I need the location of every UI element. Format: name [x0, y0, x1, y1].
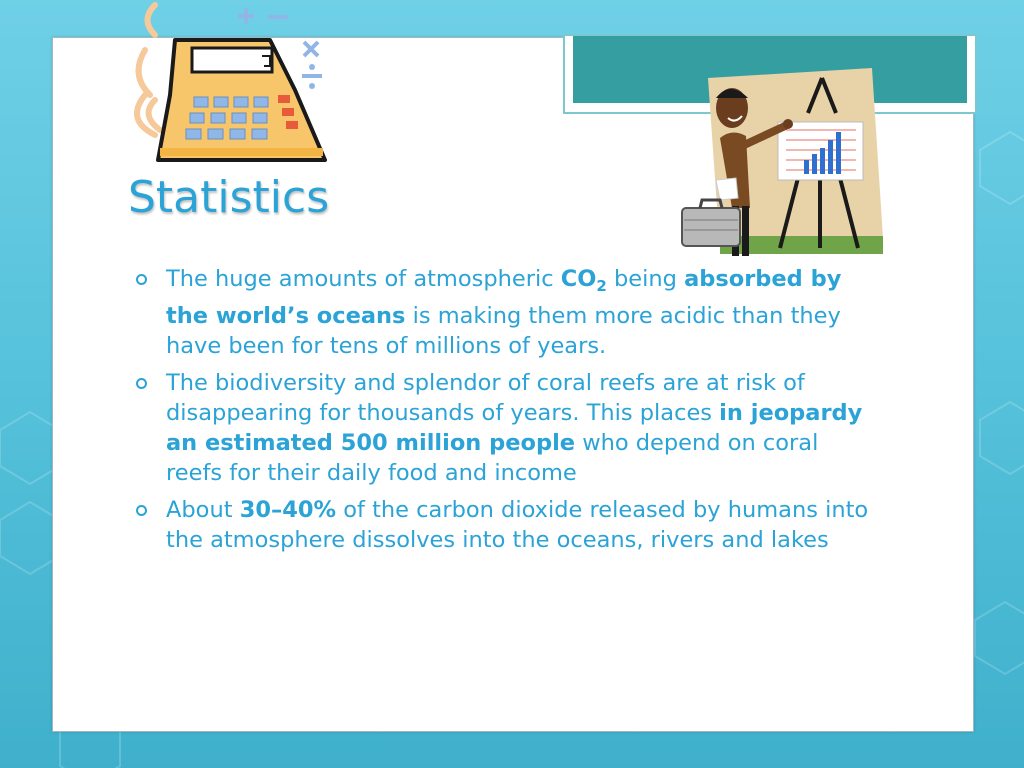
bullet-text-segment: is making them more acidic than they have been for tens of millions of years.: [166, 303, 841, 359]
bullet-item: [135, 368, 875, 488]
bullet-text-segment: About: [166, 497, 240, 523]
bullet-text-segment: being: [606, 266, 685, 292]
bullet-text-segment: who depend on coral reefs for their daily food and income: [166, 430, 819, 486]
hollow-circle-bullet-icon: [136, 274, 147, 285]
slide-title: Statistics: [128, 172, 330, 223]
hollow-circle-bullet-icon: [136, 378, 147, 389]
bullet-text-segment: The huge amounts of atmospheric: [166, 266, 561, 292]
bullet-text-bold: 30–40%: [239, 497, 337, 523]
bullet-list: [135, 264, 875, 562]
bullet-text-segment: The biodiversity and splendor of coral reefs are at risk of disappearing for thousands of years. This places: [166, 370, 805, 426]
bullet-text-bold: CO: [560, 266, 597, 292]
bullet-text-bold: in jeopardy an estimated 500 million people: [166, 400, 863, 456]
bullet-item: [135, 495, 875, 555]
co2-subscript: 2: [596, 277, 607, 295]
calculator-clipart-icon: [120, 0, 340, 170]
bullet-item: [135, 264, 875, 361]
hollow-circle-bullet-icon: [136, 505, 147, 516]
presenter-with-chart-clipart-icon: [680, 68, 885, 263]
bullet-text-segment: of the carbon dioxide released by humans into the atmosphere dissolves into the oceans, rivers and lakes: [166, 497, 869, 553]
bullet-text-bold: absorbed by the world’s oceans: [166, 266, 842, 329]
